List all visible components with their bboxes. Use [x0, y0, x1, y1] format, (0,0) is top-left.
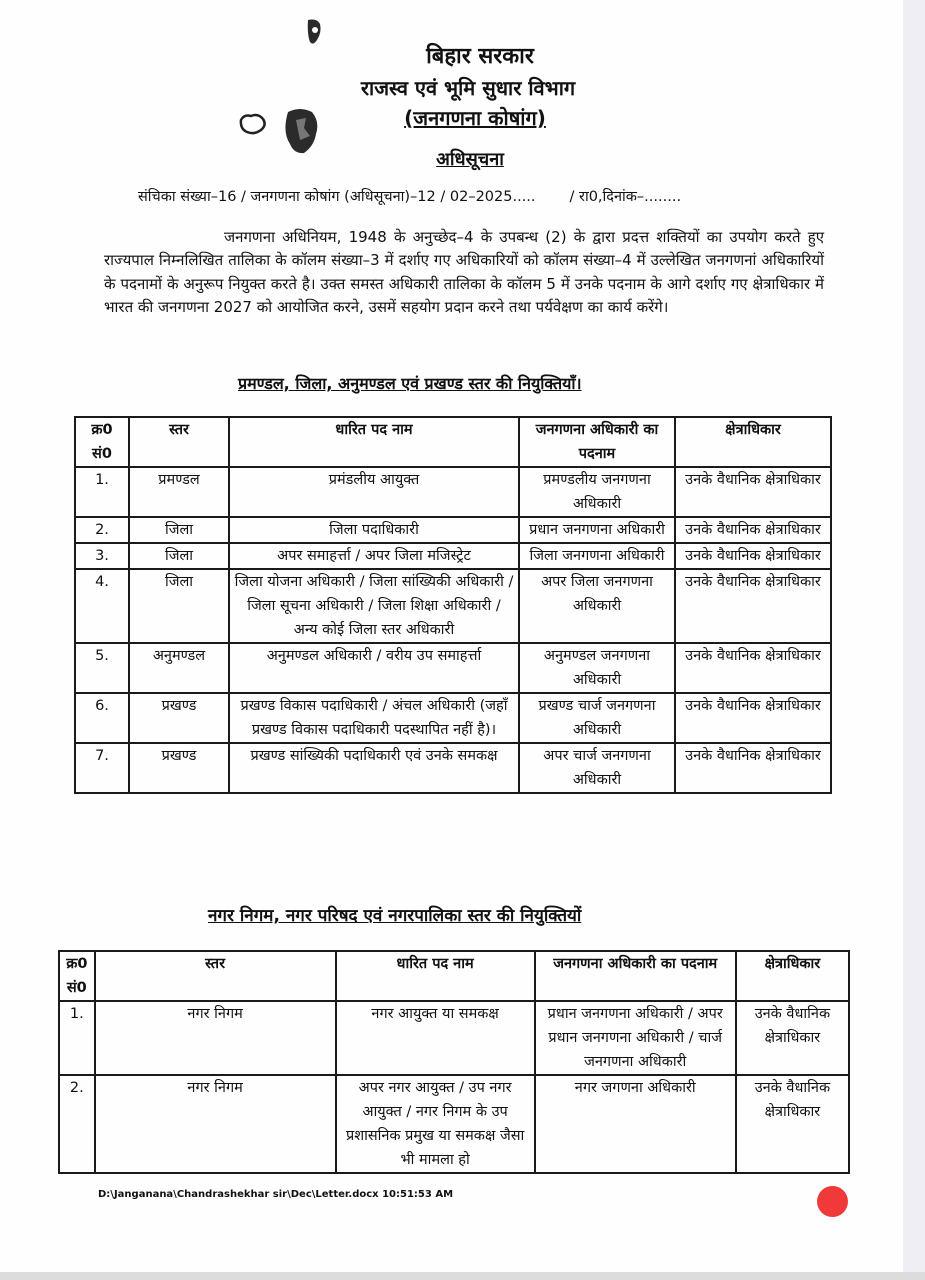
footer-file-path: D:\Janganana\Chandrashekhar sir\Dec\Letter.docx 10:51:53 AM: [98, 1189, 454, 1200]
cell-jurisdiction: उनके वैधानिक क्षेत्राधिकार: [675, 693, 831, 743]
cell-serial: 4.: [75, 569, 129, 643]
cell-jurisdiction: उनके वैधानिक क्षेत्राधिकार: [675, 543, 831, 569]
col-level: स्तर: [129, 417, 229, 467]
emblem-right-icon: [280, 106, 322, 156]
cell-title: (जनगणना कोषांग): [404, 106, 546, 130]
col-post-held: धारित पद नाम: [229, 417, 519, 467]
cell-serial: 1.: [59, 1001, 95, 1075]
file-number: संचिका संख्या–16 / जनगणना कोषांग (अधिसूचना)–12 / 02–2025.....: [138, 189, 536, 205]
cell-post-held: प्रमंडलीय आयुक्त: [229, 467, 519, 517]
cell-level: अनुमण्डल: [129, 643, 229, 693]
government-title: बिहार सरकार: [426, 44, 534, 69]
table1-title: प्रमण्डल, जिला, अनुमण्डल एवं प्रखण्ड स्तर की नियुक्तियाँ।: [238, 374, 582, 393]
cell-census-designation: प्रखण्ड चार्ज जनगणना अधिकारी: [519, 693, 675, 743]
cell-jurisdiction: उनके वैधानिक क्षेत्राधिकार: [675, 643, 831, 693]
col-serial: क्र0 सं0: [59, 951, 95, 1001]
cell-level: प्रखण्ड: [129, 743, 229, 793]
table-row: [75, 517, 831, 543]
reference-date: / रा0,दिनांक–........: [569, 189, 682, 205]
notification-heading: अधिसूचना: [436, 149, 504, 170]
cell-serial: 5.: [75, 643, 129, 693]
department-title: राजस्व एवं भूमि सुधार विभाग: [360, 76, 576, 100]
cell-level: नगर निगम: [95, 1001, 336, 1075]
cell-census-designation: अनुमण्डल जनगणना अधिकारी: [519, 643, 675, 693]
cell-post-held: प्रखण्ड विकास पदाधिकारी / अंचल अधिकारी (जहाँ प्रखण्ड विकास पदाधिकारी पदस्थापित नहीं है)।: [229, 693, 519, 743]
col-post-held: धारित पद नाम: [336, 951, 535, 1001]
table-row: [75, 693, 831, 743]
cell-level: नगर निगम: [95, 1075, 336, 1173]
appointments-table-municipal: [58, 950, 850, 1174]
cell-census-designation: प्रधान जनगणना अधिकारी / अपर प्रधान जनगणना अधिकारी / चार्ज जनगणना अधिकारी: [535, 1001, 736, 1075]
cell-level: जिला: [129, 517, 229, 543]
cell-serial: 1.: [75, 467, 129, 517]
cell-serial: 7.: [75, 743, 129, 793]
cell-post-held: प्रखण्ड सांख्यिकी पदाधिकारी एवं उनके समकक्ष: [229, 743, 519, 793]
emblem-left-icon: [238, 112, 268, 136]
table-row: [75, 467, 831, 517]
table-row: [75, 643, 831, 693]
cell-post-held: अपर समाहर्त्ता / अपर जिला मजिस्ट्रेट: [229, 543, 519, 569]
cell-census-designation: अपर चार्ज जनगणना अधिकारी: [519, 743, 675, 793]
col-level: स्तर: [95, 951, 336, 1001]
table-header-row: [59, 951, 849, 1001]
col-jurisdiction: क्षेत्राधिकार: [736, 951, 849, 1001]
table-header-row: [75, 417, 831, 467]
table-row: [59, 1001, 849, 1075]
table-row: [75, 543, 831, 569]
cell-jurisdiction: उनके वैधानिक क्षेत्राधिकार: [736, 1075, 849, 1173]
cell-post-held: नगर आयुक्त या समकक्ष: [336, 1001, 535, 1075]
cell-census-designation: प्रमण्डलीय जनगणना अधिकारी: [519, 467, 675, 517]
bottom-margin-strip: [0, 1272, 925, 1280]
cell-post-held: अपर नगर आयुक्त / उप नगर आयुक्त / नगर निगम के उप प्रशासनिक प्रमुख या समकक्ष जैसा भी मामला हो: [336, 1075, 535, 1173]
cell-level: जिला: [129, 543, 229, 569]
cell-census-designation: नगर जगणना अधिकारी: [535, 1075, 736, 1173]
cell-jurisdiction: उनके वैधानिक क्षेत्राधिकार: [675, 467, 831, 517]
right-margin-strip: [903, 0, 925, 1280]
cell-census-designation: जिला जनगणना अधिकारी: [519, 543, 675, 569]
cell-level: जिला: [129, 569, 229, 643]
col-census-designation: जनगणना अधिकारी का पदनाम: [519, 417, 675, 467]
table-row: [75, 569, 831, 643]
table2-title: नगर निगम, नगर परिषद एवं नगरपालिका स्तर की नियुक्तियों: [208, 906, 582, 926]
col-serial: क्र0 सं0: [75, 417, 129, 467]
col-census-designation: जनगणना अधिकारी का पदनाम: [535, 951, 736, 1001]
cell-census-designation: प्रधान जनगणना अधिकारी: [519, 517, 675, 543]
cell-jurisdiction: उनके वैधानिक क्षेत्राधिकार: [736, 1001, 849, 1075]
record-indicator-icon: [817, 1186, 848, 1217]
emblem-mark-icon: [305, 18, 323, 48]
reference-line: [138, 186, 681, 206]
cell-jurisdiction: उनके वैधानिक क्षेत्राधिकार: [675, 743, 831, 793]
cell-post-held: जिला योजना अधिकारी / जिला सांख्यिकी अधिकारी / जिला सूचना अधिकारी / जिला शिक्षा अधिकारी / अन्य कोई जिला स्तर अधिकारी: [229, 569, 519, 643]
cell-jurisdiction: उनके वैधानिक क्षेत्राधिकार: [675, 569, 831, 643]
cell-serial: 3.: [75, 543, 129, 569]
cell-post-held: अनुमण्डल अधिकारी / वरीय उप समाहर्त्ता: [229, 643, 519, 693]
table-row: [59, 1075, 849, 1173]
cell-jurisdiction: उनके वैधानिक क्षेत्राधिकार: [675, 517, 831, 543]
cell-census-designation: अपर जिला जनगणना अधिकारी: [519, 569, 675, 643]
cell-serial: 6.: [75, 693, 129, 743]
cell-level: प्रमण्डल: [129, 467, 229, 517]
table-row: [75, 743, 831, 793]
notification-body: जनगणना अधिनियम, 1948 के अनुच्छेद–4 के उपबन्ध (2) के द्वारा प्रदत्त शक्तियों का उपयोग करते हुए राज्यपाल निम्नलिखित तालिका के कॉलम संख्या–3 में दर्शाए गए अधिकारियों को कॉलम संख्या–4 में उल्लेखित जनगणनां अधिकारियों के पदनामों के अनुरूप नियुक्त करते है। उक्त समस्त अधिकारी तालिका के कॉलम 5 में उनके पदनाम के आगे दर्शाए गए क्षेत्राधिकार में भारत की जनगणना 2027 को आयोजित करने, उसमें सहयोग प्रदान करने तथा पर्यवेक्षण का कार्य करेंगे।: [104, 228, 824, 316]
appointments-table-district: [74, 416, 832, 794]
col-jurisdiction: क्षेत्राधिकार: [675, 417, 831, 467]
cell-serial: 2.: [59, 1075, 95, 1173]
cell-post-held: जिला पदाधिकारी: [229, 517, 519, 543]
cell-serial: 2.: [75, 517, 129, 543]
cell-level: प्रखण्ड: [129, 693, 229, 743]
